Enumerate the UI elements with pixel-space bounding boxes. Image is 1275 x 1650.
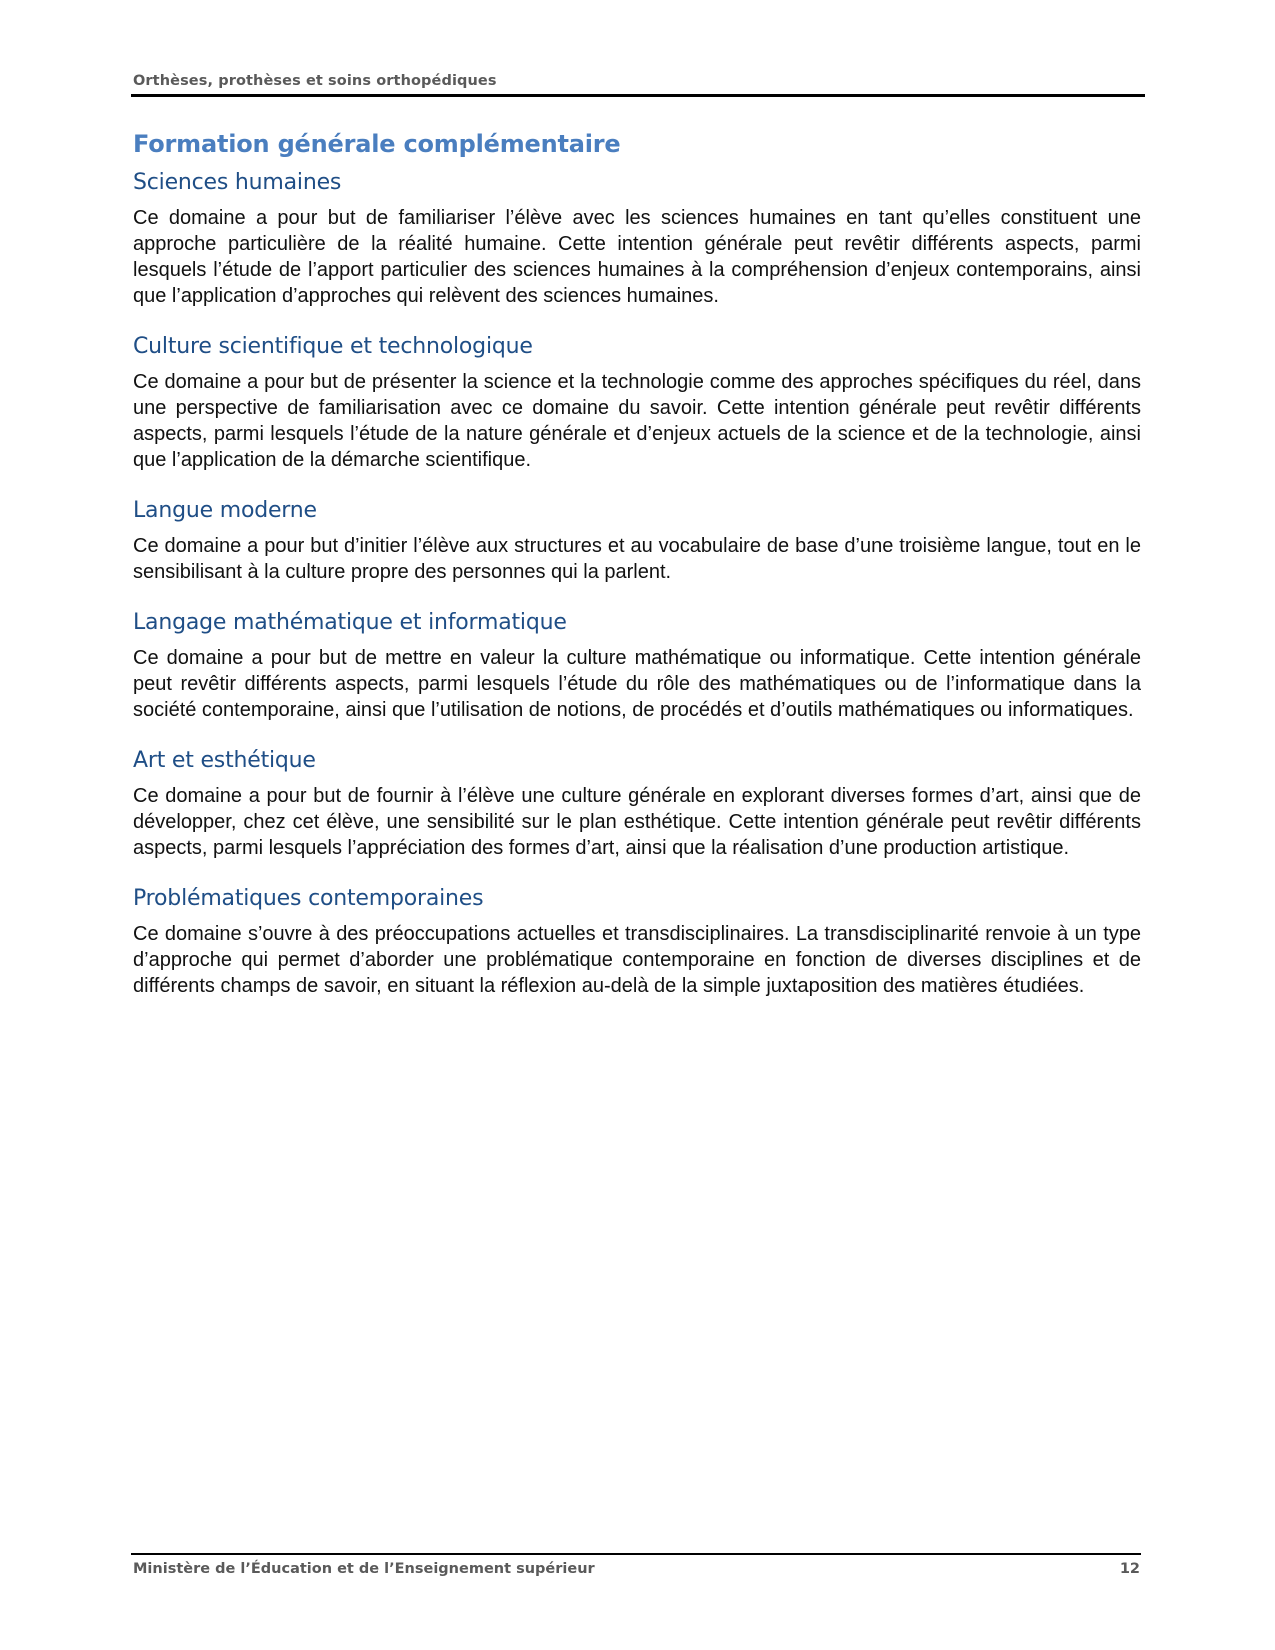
section-body: Ce domaine a pour but d’initier l’élève aux structures et au vocabulaire de base d’une troisième langue, tout en le sensibilisant à la culture propre des personnes qui la parlent. — [133, 535, 1141, 583]
section-heading: Langage mathématique et informatique — [133, 610, 567, 635]
section-heading: Problématiques contemporaines — [133, 886, 484, 911]
section-heading: Art et esthétique — [133, 748, 316, 773]
section-langue-moderne — [133, 498, 1141, 585]
section-body: Ce domaine s’ouvre à des préoccupations actuelles et transdisciplinaires. La transdisciplinarité renvoie à un type d’approche qui permet d’aborder une problématique contemporaine en fonction de diverses disciplines et de différents champs de savoir, en situant la réflexion au-delà de la simple juxtaposition des matières étudiées. — [133, 923, 1141, 997]
section-sciences-humaines — [133, 170, 1141, 309]
section-culture-scientifique — [133, 334, 1141, 473]
running-header: Orthèses, prothèses et soins orthopédiques — [133, 73, 497, 89]
page-title: Formation générale complémentaire — [133, 130, 621, 158]
footer-publisher: Ministère de l’Éducation et de l’Enseignement supérieur — [133, 1561, 595, 1577]
section-body: Ce domaine a pour but de fournir à l’élève une culture générale en explorant diverses formes d’art, ainsi que de développer, chez cet élève, une sensibilité sur le plan esthétique. Cette intention générale peut revêtir différents aspects, parmi lesquels l’appréciation des formes d’art, ainsi que la réalisation d’une production artistique. — [133, 785, 1141, 859]
footer-rule — [131, 1553, 1141, 1555]
section-problematiques — [133, 886, 1141, 999]
section-body: Ce domaine a pour but de présenter la science et la technologie comme des approches spécifiques du réel, dans une perspective de familiarisation avec ce domaine du savoir. Cette intention générale peut revêtir différents aspects, parmi lesquels l’étude de la nature générale et d’enjeux actuels de la science et de la technologie, ainsi que l’application de la démarche scientifique. — [133, 371, 1141, 471]
section-heading: Langue moderne — [133, 498, 317, 523]
page-content — [133, 130, 1141, 1024]
page-number: 12 — [1119, 1561, 1140, 1577]
header-rule — [131, 94, 1145, 97]
section-heading: Sciences humaines — [133, 170, 342, 195]
section-heading: Culture scientifique et technologique — [133, 334, 533, 359]
section-art-esthetique — [133, 748, 1141, 861]
section-body: Ce domaine a pour but de familiariser l’élève avec les sciences humaines en tant qu’elles constituent une approche particulière de la réalité humaine. Cette intention générale peut revêtir différents aspects, parmi lesquels l’étude de l’apport particulier des sciences humaines à la compréhension d’enjeux contemporains, ainsi que l’application d’approches qui relèvent des sciences humaines. — [133, 207, 1141, 307]
section-body: Ce domaine a pour but de mettre en valeur la culture mathématique ou informatique. Cette intention générale peut revêtir différents aspects, parmi lesquels l’étude du rôle des mathématiques ou de l’informatique dans la société contemporaine, ainsi que l’utilisation de notions, de procédés et d’outils mathématiques ou informatiques. — [133, 647, 1141, 721]
section-langage-mathematique — [133, 610, 1141, 723]
